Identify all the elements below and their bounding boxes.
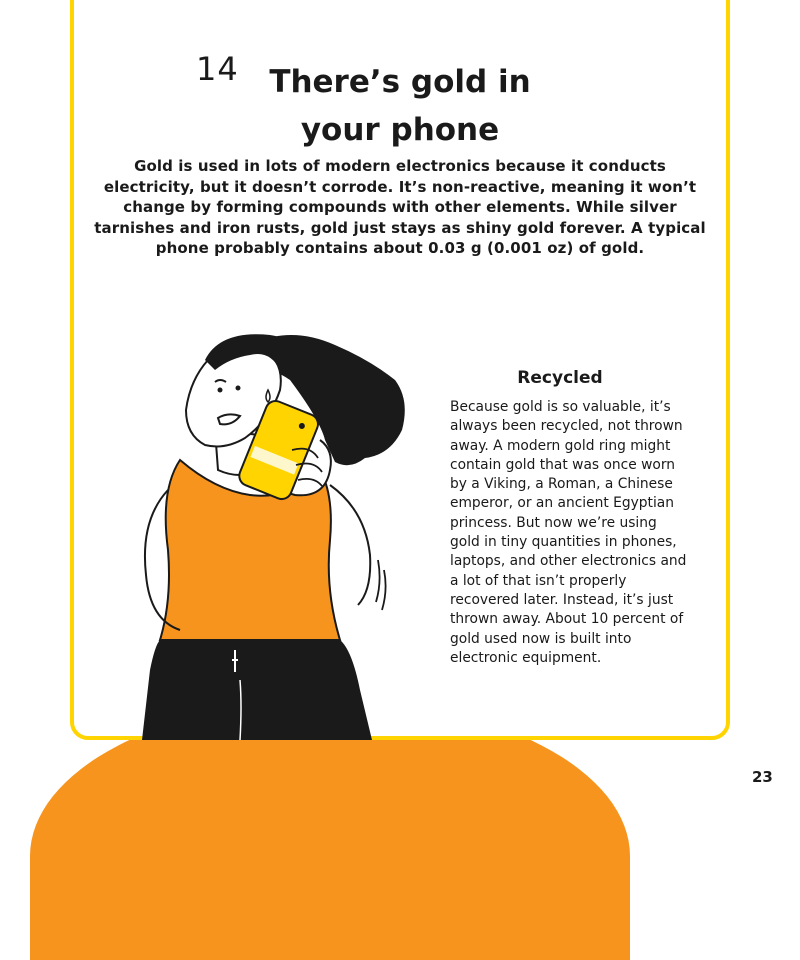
page-number: 23 bbox=[752, 768, 773, 786]
fact-number: 14 bbox=[196, 50, 239, 88]
intro-paragraph: Gold is used in lots of modern electronics because it conducts electricity, but it doesn’t corrode. It’s non-reactive, meaning it won’t change by forming compounds with other elements. While silver tarnishes and iron rusts, gold just stays as shiny gold forever. A typical phone probably contains about 0.03 g (0.001 oz) of gold. bbox=[94, 157, 706, 257]
right-arm bbox=[330, 485, 370, 605]
page-title: There’s gold in your phone bbox=[269, 64, 531, 148]
recycled-heading: Recycled bbox=[517, 368, 603, 388]
black-skirt bbox=[142, 640, 372, 740]
woman-with-gold-phone-illustration bbox=[120, 320, 440, 740]
recycled-paragraph: Because gold is so valuable, it’s always been recycled, not thrown away. A modern gold ring might contain gold that was once worn by a Viking, a Roman, a Chinese emperor, or an ancient Egyptian princess. But now we’re using gold in tiny quantities in phones, laptops, and other electronics and a lot of that isn’t properly recovered later. Instead, it’s just thrown away. About 10 percent of gold used now is built into electronic equipment. bbox=[450, 399, 687, 666]
